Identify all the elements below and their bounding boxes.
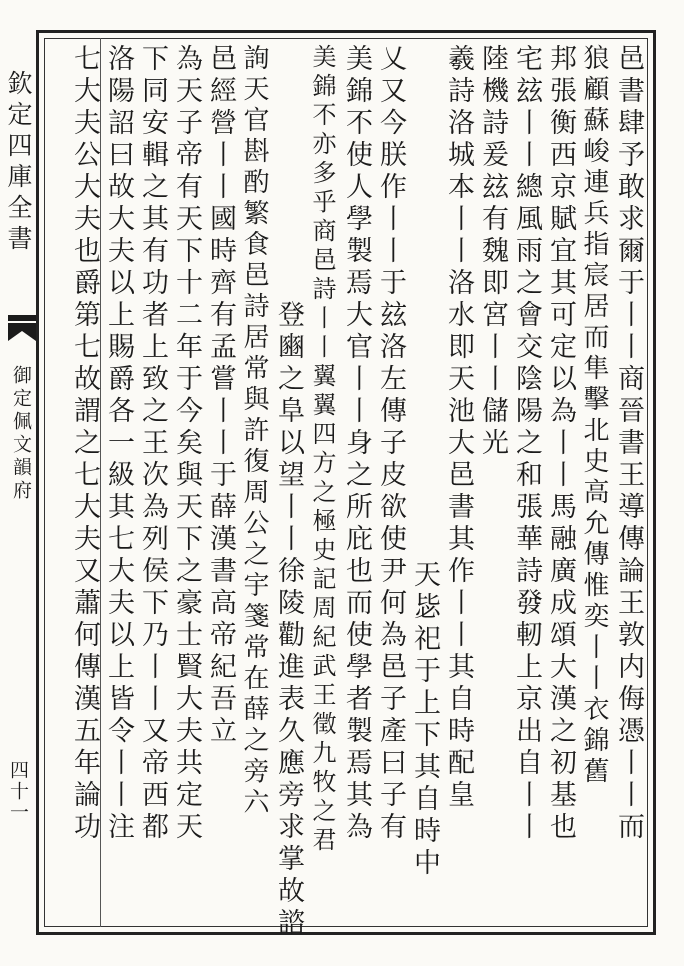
text-column-1: 邑書肆予敢求爾于丨丨商晉書王導傳論王敦内侮憑丨丨而 xyxy=(613,44,644,844)
text-column-11: 登豳之阜以望丨丨徐陵勸進表久應旁求掌故諮 xyxy=(273,300,304,940)
text-column-8: 乂又今朕作丨丨于玆洛左傳子皮欲使尹何為邑子產曰子有 xyxy=(375,44,406,844)
fish-tail-mark-icon xyxy=(8,315,36,349)
text-column-3: 邦張衡西京賦宜其可定以為丨丨馬融廣成頌大漢之初基也 xyxy=(545,44,576,844)
text-column-2: 狼顧蘇峻連兵指宸居而隼擊北史高允傳惟奕丨丨衣錦舊 xyxy=(579,44,609,788)
text-column-17: 七大夫公大夫也爵第七故謂之七大夫又蕭何傳漢五年論功 xyxy=(69,44,100,844)
volume-title: 御定佩文韻府 xyxy=(10,365,32,503)
text-column-9: 美錦不使人學製焉大官丨丨身之所庇也而使學者製焉其為 xyxy=(341,44,372,844)
text-column-12: 詢天官斟酌繁食邑詩居常與許復周公之宇箋常在薛之旁六 xyxy=(239,44,269,819)
text-column-6: 羲詩洛城本丨丨洛水即天池大邑書其作丨丨其自時配皇 xyxy=(443,44,474,812)
page-number: 四十一 xyxy=(7,760,29,823)
text-column-14: 為天子帝有天下十二年于今矣與天下之豪士賢大夫共定天 xyxy=(171,44,202,844)
text-column-7: 天毖祀于上下其自時中 xyxy=(409,560,440,880)
margin-band xyxy=(0,30,36,935)
text-column-5: 陸機詩爰玆有魏即宮丨丨儲光 xyxy=(477,44,508,460)
text-column-13: 邑經營丨丨國時齊有孟嘗丨丨于薛漢書高帝紀吾立 xyxy=(205,44,236,748)
text-column-4: 宅玆丨丨總風雨之會交陰陽之和張華詩發軔上京出自丨丨 xyxy=(511,44,542,844)
text-column-10: 美錦不亦多乎商邑詩丨丨翼翼四方之極史記周紀武王徵九牧之君 xyxy=(308,44,336,856)
text-column-16: 洛陽詔曰故大夫以上賜爵各一級其七大夫以上皆令丨丨注 xyxy=(103,44,134,844)
book-title: 欽定四庫全書 xyxy=(4,70,33,256)
text-column-15: 下同安輯之其有功者上致之王次為列侯下乃丨丨又帝西都 xyxy=(137,44,168,844)
